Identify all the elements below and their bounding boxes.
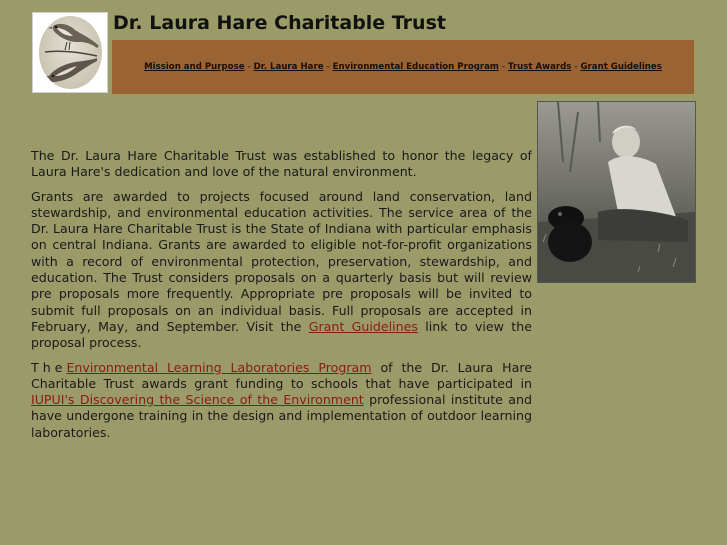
program-prefix: The [31,359,67,375]
trust-logo [32,12,108,93]
nav-separator: - [326,62,330,72]
grants-text: Grants are awarded to projects focused around land conservation, land stewardship, and environmental education activities. The service area of the Dr. Laura Hare Charitable Trust is the State of Indiana with particular emphasis on central Indiana. Grants are awarded to eligible not-for-profit organizations with a record of environmental protection, preservation, stewardship, and education. The Trust considers proposals on a quarterly basis but will review pre proposals more frequently. Appropriate pre proposals will be invited to submit full proposals on an individual basis. Full proposals are accepted in February, May, and September. Visit the [31,188,532,334]
photo-illustration [538,102,695,282]
grants-text-end: link to view the proposal process. [31,318,532,351]
nav-separator: - [247,62,251,72]
logo-oval [39,16,102,89]
grants-paragraph [31,189,532,352]
page-title: Dr. Laura Hare Charitable Trust [113,12,446,34]
nav-link-trust-awards[interactable]: Trust Awards [507,62,572,72]
nav-separator: - [574,62,578,72]
laura-hare-photo [537,101,696,283]
nav-link-environmental-education[interactable]: Environmental Education Program [332,62,499,72]
bird-icon [39,16,102,89]
nav-link-grant-guidelines[interactable]: Grant Guidelines [580,62,662,72]
program-paragraph [31,360,532,441]
intro-paragraph: The Dr. Laura Hare Charitable Trust was established to honor the legacy of Laura Hare's dedication and love of the natural environment. [31,148,532,180]
main-nav [112,40,694,94]
program-text-end: professional institute and have undergone training in the design and implementation of outdoor learning laboratories. [31,392,532,440]
nav-link-dr-laura-hare[interactable]: Dr. Laura Hare [253,62,324,72]
grant-guidelines-link[interactable]: Grant Guidelines [308,318,418,334]
main-content [31,148,532,449]
nav-separator: - [501,62,505,72]
nav-link-mission[interactable]: Mission and Purpose [144,62,245,72]
program-text: of the Dr. Laura Hare Charitable Trust awards grant funding to schools that have participated in [31,359,532,391]
environmental-learning-link[interactable]: Environmental Learning Laboratories Program [66,359,372,375]
iupui-link[interactable]: IUPUI's Discovering the Science of the Environment [31,392,364,408]
